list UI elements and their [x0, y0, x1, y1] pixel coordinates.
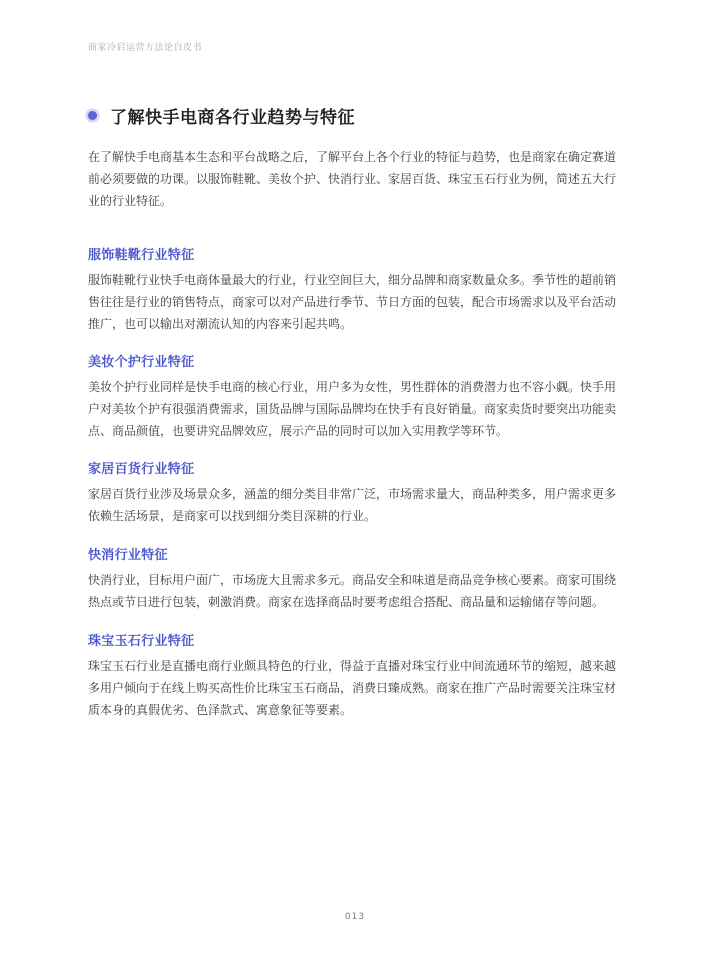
industry-heading: 珠宝玉石行业特征	[88, 634, 195, 649]
industry-body: 服饰鞋靴行业快手电商体量最大的行业，行业空间巨大，细分品牌和商家数量众多。季节性的超前销售往往是行业的销售特点，商家可以对产品进行季节、节日方面的包装，配合市场需求以及平台活动推广，也可以输出对潮流认知的内容来引起共鸣。	[88, 273, 617, 331]
industry-block-home	[88, 461, 624, 527]
industry-heading: 服饰鞋靴行业特征	[88, 248, 195, 263]
page-number: 013	[344, 912, 366, 922]
industry-block-beauty	[88, 354, 624, 442]
industry-body: 快消行业，目标用户面广，市场庞大且需求多元。商品安全和味道是商品竞争核心要素。商家可围绕热点或节日进行包装，刺激消费。商家在选择商品时要考虑组合搭配、商品量和运输储存等问题。	[88, 573, 617, 609]
section-title-row	[88, 103, 355, 128]
industry-body: 珠宝玉石行业是直播电商行业颇具特色的行业，得益于直播对珠宝行业中间流通环节的缩短，越来越多用户倾向于在线上购买高性价比珠宝玉石商品，消费日臻成熟。商家在推广产品时需要关注珠宝材质本身的真假优劣、色泽款式、寓意象征等要素。	[88, 659, 617, 717]
industry-heading: 家居百货行业特征	[88, 462, 195, 477]
industry-block-fmcg	[88, 547, 624, 613]
industry-body: 家居百货行业涉及场景众多，涵盖的细分类目非常广泛，市场需求量大，商品种类多，用户需求更多依赖生活场景，是商家可以找到细分类目深耕的行业。	[88, 487, 617, 523]
industry-block-jewelry	[88, 633, 624, 721]
industry-heading: 快消行业特征	[88, 548, 168, 563]
section-title: 了解快手电商各行业趋势与特征	[110, 108, 355, 128]
running-header: 商家冷启运营方法论白皮书	[88, 43, 203, 53]
industry-heading: 美妆个护行业特征	[88, 355, 195, 370]
intro-paragraph: 在了解快手电商基本生态和平台战略之后，了解平台上各个行业的特征与趋势，也是商家在确定赛道前必须要做的功课。以服饰鞋靴、美妆个护、快消行业、家居百货、珠宝玉石行业为例，简述五大行业的行业特征。	[88, 150, 617, 208]
industry-block-apparel	[88, 247, 624, 335]
circle-bullet-icon	[88, 111, 97, 120]
industry-body: 美妆个护行业同样是快手电商的核心行业，用户多为女性，男性群体的消费潜力也不容小觑。快手用户对美妆个护有很强消费需求，国货品牌与国际品牌均在快手有良好销量。商家卖货时要突出功能卖点、商品颜值，也要讲究品牌效应，展示产品的同时可以加入实用教学等环节。	[88, 380, 617, 438]
